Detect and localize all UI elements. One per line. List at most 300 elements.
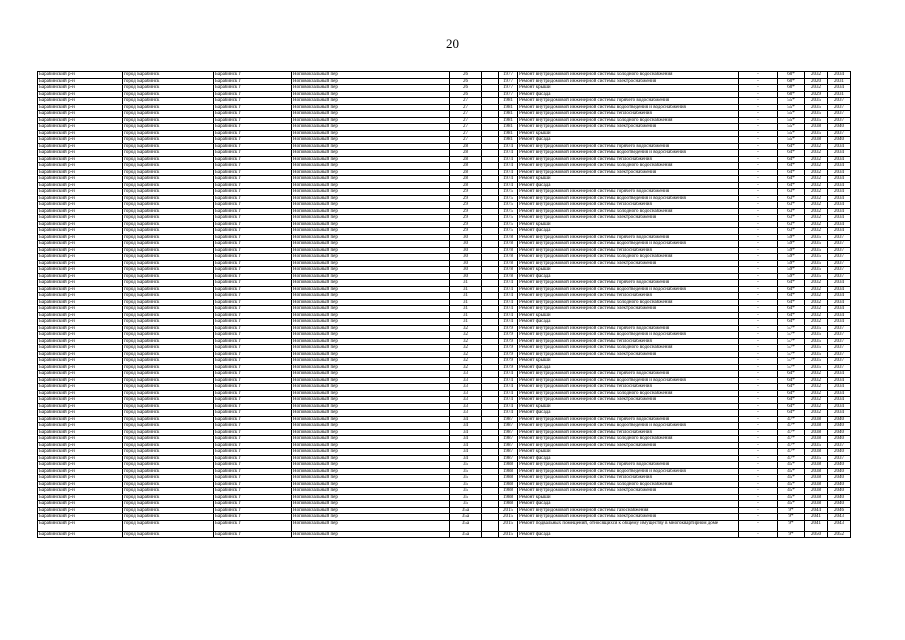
- cell-year: 1988: [499, 462, 518, 469]
- cell-wear: 57*: [778, 332, 805, 339]
- cell-wear: 47*: [778, 423, 805, 430]
- cell-end-year: 2040: [828, 436, 851, 443]
- cell-district: Барабинский р-н: [38, 507, 123, 514]
- cell-street: Ноповокзальный пер: [292, 234, 450, 241]
- cell-end-year: 2037: [828, 98, 851, 105]
- cell-settlement: город Барабинск: [123, 91, 214, 98]
- cell-settlement: город Барабинск: [123, 531, 214, 538]
- cell-start-year: 2035: [805, 364, 828, 371]
- cell-locality: Барабинск г: [214, 189, 292, 196]
- cell-year: 1975: [499, 221, 518, 228]
- cell-year: 1977: [499, 91, 518, 98]
- cell-house: 29: [450, 228, 482, 235]
- cell-wear: 64*: [778, 280, 805, 287]
- cell-street: Ноповокзальный пер: [292, 306, 450, 313]
- cell-district: Барабинский р-н: [38, 208, 123, 215]
- cell-start-year: 2032: [805, 286, 828, 293]
- cell-start-year: 2035: [805, 234, 828, 241]
- cell-work-type: Ремонт внутридомовой инженерной системы электроснабжения: [518, 488, 739, 495]
- cell-locality: Барабинск г: [214, 462, 292, 469]
- cell-locality: Барабинск г: [214, 345, 292, 352]
- cell-house: 32: [450, 358, 482, 365]
- cell-settlement: город Барабинск: [123, 481, 214, 488]
- cell-house: 33: [450, 390, 482, 397]
- cell-district: Барабинский р-н: [38, 338, 123, 345]
- cell-locality: Барабинск г: [214, 254, 292, 261]
- cell-locality: Барабинск г: [214, 78, 292, 85]
- cell-district: Барабинский р-н: [38, 455, 123, 462]
- cell-work-type: Ремонт крыши: [518, 85, 739, 92]
- cell-area: -: [739, 481, 778, 488]
- cell-street: Ноповокзальный пер: [292, 208, 450, 215]
- cell-area: -: [739, 130, 778, 137]
- cell-end-year: 2034: [828, 390, 851, 397]
- cell-area: -: [739, 345, 778, 352]
- cell-house: 29: [450, 189, 482, 196]
- cell-district: Барабинский р-н: [38, 182, 123, 189]
- cell-work-type: Ремонт фасада: [518, 137, 739, 144]
- cell-start-year: 2032: [805, 156, 828, 163]
- cell-area: -: [739, 507, 778, 514]
- cell-start-year: 2035: [805, 98, 828, 105]
- cell-start-year: 2032: [805, 228, 828, 235]
- cell-district: Барабинский р-н: [38, 234, 123, 241]
- cell-start-year: 2038: [805, 416, 828, 423]
- cell-area: -: [739, 208, 778, 215]
- cell-end-year: 2034: [828, 306, 851, 313]
- cell-work-type: Ремонт внутридомовой инженерной системы холодного водоснабжения: [518, 481, 739, 488]
- cell-wear: 57*: [778, 325, 805, 332]
- cell-street: Ноповокзальный пер: [292, 390, 450, 397]
- cell-locality: Барабинск г: [214, 111, 292, 118]
- cell-district: Барабинский р-н: [38, 195, 123, 202]
- cell-end-year: 2037: [828, 130, 851, 137]
- cell-district: Барабинский р-н: [38, 228, 123, 235]
- cell-area: -: [739, 475, 778, 482]
- cell-wear: 45*: [778, 488, 805, 495]
- cell-end-year: 2034: [828, 319, 851, 326]
- cell-start-year: 2038: [805, 137, 828, 144]
- cell-end-year: 2034: [828, 189, 851, 196]
- cell-year: 1974: [499, 299, 518, 306]
- cell-locality: Барабинск г: [214, 429, 292, 436]
- cell-street: Ноповокзальный пер: [292, 150, 450, 157]
- cell-wear: 63*: [778, 208, 805, 215]
- cell-year: 1981: [499, 130, 518, 137]
- cell-street: Ноповокзальный пер: [292, 442, 450, 449]
- cell-settlement: город Барабинск: [123, 98, 214, 105]
- cell-wear: 45*: [778, 462, 805, 469]
- cell-end-year: 2034: [828, 143, 851, 150]
- cell-year: 1987: [499, 423, 518, 430]
- cell-start-year: 2032: [805, 202, 828, 209]
- cell-settlement: город Барабинск: [123, 267, 214, 274]
- cell-area: -: [739, 531, 778, 538]
- cell-wear: 47*: [778, 442, 805, 449]
- cell-start-year: 2032: [805, 280, 828, 287]
- cell-year: 1988: [499, 481, 518, 488]
- cell-house: 32: [450, 332, 482, 339]
- cell-work-type: Ремонт внутридомовой инженерной системы холодного водоснабжения: [518, 117, 739, 124]
- cell-end-year: 2034: [828, 410, 851, 417]
- cell-settlement: город Барабинск: [123, 85, 214, 92]
- cell-area: -: [739, 377, 778, 384]
- cell-area: -: [739, 514, 778, 521]
- cell-locality: Барабинск г: [214, 442, 292, 449]
- cell-work-type: Ремонт фасада: [518, 91, 739, 98]
- cell-street: Ноповокзальный пер: [292, 475, 450, 482]
- cell-settlement: город Барабинск: [123, 345, 214, 352]
- cell-area: -: [739, 254, 778, 261]
- cell-settlement: город Барабинск: [123, 189, 214, 196]
- cell-area: -: [739, 234, 778, 241]
- cell-area: -: [739, 397, 778, 404]
- cell-building: [482, 531, 499, 538]
- cell-locality: Барабинск г: [214, 319, 292, 326]
- cell-work-type: Ремонт внутридомовой инженерной системы водоотведения и водоснабжения: [518, 468, 739, 475]
- cell-end-year: 2037: [828, 260, 851, 267]
- cell-street: Ноповокзальный пер: [292, 215, 450, 222]
- cell-area: -: [739, 325, 778, 332]
- cell-locality: Барабинск г: [214, 520, 292, 531]
- cell-area: -: [739, 182, 778, 189]
- cell-locality: Барабинск г: [214, 436, 292, 443]
- cell-year: 1981: [499, 98, 518, 105]
- cell-wear: 57*: [778, 364, 805, 371]
- cell-work-type: Ремонт подвальных помещений, относящихся к общему имуществу в многоквартирном доме: [518, 520, 739, 531]
- cell-wear: 57*: [778, 338, 805, 345]
- cell-start-year: 2035: [805, 332, 828, 339]
- cell-district: Барабинский р-н: [38, 163, 123, 170]
- cell-area: -: [739, 468, 778, 475]
- cell-year: 1974: [499, 384, 518, 391]
- cell-locality: Барабинск г: [214, 98, 292, 105]
- cell-house: 28: [450, 143, 482, 150]
- cell-work-type: Ремонт внутридомовой инженерной системы теплоснабжения: [518, 202, 739, 209]
- cell-street: Ноповокзальный пер: [292, 163, 450, 170]
- cell-district: Барабинский р-н: [38, 319, 123, 326]
- cell-end-year: 2043: [828, 514, 851, 521]
- cell-street: Ноповокзальный пер: [292, 462, 450, 469]
- cell-house: 28: [450, 156, 482, 163]
- cell-end-year: 2034: [828, 228, 851, 235]
- cell-settlement: город Барабинск: [123, 72, 214, 79]
- cell-wear: 64*: [778, 156, 805, 163]
- cell-settlement: город Барабинск: [123, 462, 214, 469]
- table-row: [38, 531, 851, 538]
- cell-year: 1978: [499, 234, 518, 241]
- table-body: [38, 72, 851, 538]
- cell-area: -: [739, 195, 778, 202]
- cell-settlement: город Барабинск: [123, 104, 214, 111]
- cell-settlement: город Барабинск: [123, 384, 214, 391]
- cell-street: Ноповокзальный пер: [292, 436, 450, 443]
- cell-house: 35: [450, 475, 482, 482]
- cell-wear: 60*: [778, 91, 805, 98]
- cell-end-year: 2034: [828, 72, 851, 79]
- cell-house: 35а: [450, 507, 482, 514]
- cell-work-type: Ремонт внутридомовой инженерной системы теплоснабжения: [518, 475, 739, 482]
- cell-locality: Барабинск г: [214, 377, 292, 384]
- cell-settlement: город Барабинск: [123, 156, 214, 163]
- cell-street: Ноповокзальный пер: [292, 273, 450, 280]
- cell-wear: 64*: [778, 306, 805, 313]
- cell-settlement: город Барабинск: [123, 520, 214, 531]
- cell-end-year: 2034: [828, 195, 851, 202]
- cell-street: Ноповокзальный пер: [292, 481, 450, 488]
- cell-year: 1974: [499, 319, 518, 326]
- cell-start-year: 2032: [805, 390, 828, 397]
- cell-wear: 59*: [778, 260, 805, 267]
- cell-area: -: [739, 338, 778, 345]
- cell-house: 31: [450, 306, 482, 313]
- cell-settlement: город Барабинск: [123, 208, 214, 215]
- cell-wear: 57*: [778, 351, 805, 358]
- cell-end-year: 2034: [828, 280, 851, 287]
- cell-end-year: 2037: [828, 267, 851, 274]
- cell-house: 34: [450, 449, 482, 456]
- cell-street: Ноповокзальный пер: [292, 514, 450, 521]
- cell-work-type: Ремонт фасада: [518, 273, 739, 280]
- cell-year: 1981: [499, 124, 518, 131]
- cell-house: 34: [450, 416, 482, 423]
- cell-start-year: 2032: [805, 189, 828, 196]
- cell-area: -: [739, 416, 778, 423]
- cell-house: 31: [450, 286, 482, 293]
- cell-locality: Барабинск г: [214, 143, 292, 150]
- cell-locality: Барабинск г: [214, 150, 292, 157]
- cell-year: 1978: [499, 260, 518, 267]
- cell-work-type: Ремонт внутридомовой инженерной системы холодного водоснабжения: [518, 390, 739, 397]
- cell-work-type: Ремонт внутридомовой инженерной системы горячего водоснабжения: [518, 325, 739, 332]
- cell-settlement: город Барабинск: [123, 273, 214, 280]
- cell-area: -: [739, 78, 778, 85]
- cell-start-year: 2035: [805, 267, 828, 274]
- cell-wear: 9*: [778, 520, 805, 531]
- cell-end-year: 2034: [828, 377, 851, 384]
- cell-start-year: 2038: [805, 481, 828, 488]
- cell-street: Ноповокзальный пер: [292, 156, 450, 163]
- cell-area: -: [739, 423, 778, 430]
- cell-wear: 55*: [778, 98, 805, 105]
- cell-locality: Барабинск г: [214, 104, 292, 111]
- cell-area: -: [739, 117, 778, 124]
- cell-year: 1974: [499, 410, 518, 417]
- cell-start-year: 2035: [805, 104, 828, 111]
- cell-locality: Барабинск г: [214, 299, 292, 306]
- cell-wear: 64*: [778, 312, 805, 319]
- cell-district: Барабинский р-н: [38, 306, 123, 313]
- cell-work-type: Ремонт внутридомовой инженерной системы газоснабжения: [518, 507, 739, 514]
- cell-year: 1978: [499, 254, 518, 261]
- cell-year: 1987: [499, 449, 518, 456]
- cell-area: -: [739, 91, 778, 98]
- cell-year: 1988: [499, 501, 518, 508]
- cell-area: -: [739, 202, 778, 209]
- cell-settlement: город Барабинск: [123, 254, 214, 261]
- cell-area: -: [739, 520, 778, 531]
- cell-house: 30: [450, 234, 482, 241]
- cell-settlement: город Барабинск: [123, 312, 214, 319]
- cell-street: Ноповокзальный пер: [292, 91, 450, 98]
- cell-year: 1974: [499, 143, 518, 150]
- cell-street: Ноповокзальный пер: [292, 202, 450, 209]
- cell-start-year: 2035: [805, 442, 828, 449]
- cell-start-year: 2038: [805, 449, 828, 456]
- cell-start-year: 2032: [805, 312, 828, 319]
- cell-area: -: [739, 286, 778, 293]
- cell-start-year: 2038: [805, 488, 828, 495]
- cell-start-year: 2035: [805, 117, 828, 124]
- cell-area: -: [739, 111, 778, 118]
- cell-district: Барабинский р-н: [38, 254, 123, 261]
- cell-year: 1974: [499, 377, 518, 384]
- cell-settlement: город Барабинск: [123, 468, 214, 475]
- cell-year: 1979: [499, 325, 518, 332]
- cell-year: 1981: [499, 117, 518, 124]
- cell-house: 31: [450, 280, 482, 287]
- cell-work-type: Ремонт внутридомовой инженерной системы электроснабжения: [518, 260, 739, 267]
- cell-house: 34: [450, 423, 482, 430]
- cell-locality: Барабинск г: [214, 332, 292, 339]
- cell-wear: 55*: [778, 137, 805, 144]
- cell-house: 30: [450, 247, 482, 254]
- cell-area: -: [739, 169, 778, 176]
- cell-wear: 55*: [778, 104, 805, 111]
- cell-locality: Барабинск г: [214, 397, 292, 404]
- cell-locality: Барабинск г: [214, 338, 292, 345]
- cell-street: Ноповокзальный пер: [292, 384, 450, 391]
- cell-settlement: город Барабинск: [123, 195, 214, 202]
- cell-district: Барабинский р-н: [38, 286, 123, 293]
- cell-wear: 64*: [778, 390, 805, 397]
- cell-start-year: 2041: [805, 520, 828, 531]
- cell-district: Барабинский р-н: [38, 410, 123, 417]
- cell-house: 26: [450, 85, 482, 92]
- cell-street: Ноповокзальный пер: [292, 319, 450, 326]
- cell-house: 35: [450, 488, 482, 495]
- cell-work-type: Ремонт внутридомовой инженерной системы водоотведения и водоснабжения: [518, 150, 739, 157]
- cell-settlement: город Барабинск: [123, 143, 214, 150]
- cell-start-year: 2032: [805, 150, 828, 157]
- cell-work-type: Ремонт фасада: [518, 319, 739, 326]
- cell-start-year: 2035: [805, 338, 828, 345]
- cell-settlement: город Барабинск: [123, 442, 214, 449]
- cell-end-year: 2034: [828, 208, 851, 215]
- cell-area: -: [739, 319, 778, 326]
- cell-start-year: 2038: [805, 468, 828, 475]
- cell-locality: Барабинск г: [214, 273, 292, 280]
- cell-settlement: город Барабинск: [123, 507, 214, 514]
- cell-settlement: город Барабинск: [123, 260, 214, 267]
- cell-end-year: 2040: [828, 501, 851, 508]
- cell-year: 1974: [499, 397, 518, 404]
- cell-end-year: 2037: [828, 325, 851, 332]
- cell-settlement: город Барабинск: [123, 494, 214, 501]
- cell-end-year: 2034: [828, 397, 851, 404]
- cell-end-year: 2037: [828, 241, 851, 248]
- cell-wear: 55*: [778, 111, 805, 118]
- cell-locality: Барабинск г: [214, 351, 292, 358]
- cell-district: Барабинский р-н: [38, 202, 123, 209]
- cell-end-year: 2034: [828, 163, 851, 170]
- cell-area: -: [739, 410, 778, 417]
- cell-start-year: 2038: [805, 475, 828, 482]
- cell-area: -: [739, 215, 778, 222]
- cell-settlement: город Барабинск: [123, 410, 214, 417]
- cell-locality: Барабинск г: [214, 325, 292, 332]
- cell-house: 29: [450, 195, 482, 202]
- cell-district: Барабинский р-н: [38, 72, 123, 79]
- cell-area: -: [739, 488, 778, 495]
- cell-work-type: Ремонт внутридомовой инженерной системы водоотведения и водоснабжения: [518, 286, 739, 293]
- cell-district: Барабинский р-н: [38, 514, 123, 521]
- cell-year: 1974: [499, 371, 518, 378]
- cell-locality: Барабинск г: [214, 137, 292, 144]
- cell-house: 33: [450, 384, 482, 391]
- cell-wear: 60*: [778, 78, 805, 85]
- cell-street: Ноповокзальный пер: [292, 364, 450, 371]
- cell-settlement: город Барабинск: [123, 514, 214, 521]
- cell-area: -: [739, 280, 778, 287]
- cell-end-year: 2043: [828, 520, 851, 531]
- cell-street: Ноповокзальный пер: [292, 312, 450, 319]
- cell-house: 27: [450, 130, 482, 137]
- cell-end-year: 2040: [828, 423, 851, 430]
- cell-settlement: город Барабинск: [123, 397, 214, 404]
- cell-year: 1974: [499, 306, 518, 313]
- cell-year: 1974: [499, 169, 518, 176]
- cell-area: -: [739, 247, 778, 254]
- cell-end-year: 2031: [828, 78, 851, 85]
- cell-area: -: [739, 163, 778, 170]
- cell-district: Барабинский р-н: [38, 325, 123, 332]
- cell-district: Барабинский р-н: [38, 390, 123, 397]
- cell-district: Барабинский р-н: [38, 449, 123, 456]
- cell-house: 29: [450, 208, 482, 215]
- cell-locality: Барабинск г: [214, 85, 292, 92]
- cell-end-year: 2034: [828, 299, 851, 306]
- cell-work-type: Ремонт внутридомовой инженерной системы электроснабжения: [518, 351, 739, 358]
- cell-year: 1988: [499, 468, 518, 475]
- cell-start-year: 2038: [805, 423, 828, 430]
- cell-area: -: [739, 436, 778, 443]
- cell-street: Ноповокзальный пер: [292, 377, 450, 384]
- cell-settlement: город Барабинск: [123, 247, 214, 254]
- cell-wear: 9*: [778, 531, 805, 538]
- cell-wear: 45*: [778, 494, 805, 501]
- cell-locality: Барабинск г: [214, 531, 292, 538]
- cell-district: Барабинский р-н: [38, 384, 123, 391]
- cell-settlement: город Барабинск: [123, 364, 214, 371]
- cell-work-type: Ремонт внутридомовой инженерной системы теплоснабжения: [518, 384, 739, 391]
- cell-end-year: 2040: [828, 137, 851, 144]
- cell-house: 35: [450, 501, 482, 508]
- cell-wear: 47*: [778, 416, 805, 423]
- cell-start-year: 2032: [805, 293, 828, 300]
- page-number: 20: [446, 36, 459, 51]
- cell-street: Ноповокзальный пер: [292, 501, 450, 508]
- cell-end-year: 2040: [828, 124, 851, 131]
- cell-wear: 64*: [778, 371, 805, 378]
- cell-house: 30: [450, 273, 482, 280]
- cell-wear: 60*: [778, 72, 805, 79]
- cell-street: Ноповокзальный пер: [292, 72, 450, 79]
- cell-year: 1978: [499, 273, 518, 280]
- cell-year: 1981: [499, 111, 518, 118]
- cell-end-year: 2034: [828, 150, 851, 157]
- cell-work-type: Ремонт внутридомовой инженерной системы электроснабжения: [518, 169, 739, 176]
